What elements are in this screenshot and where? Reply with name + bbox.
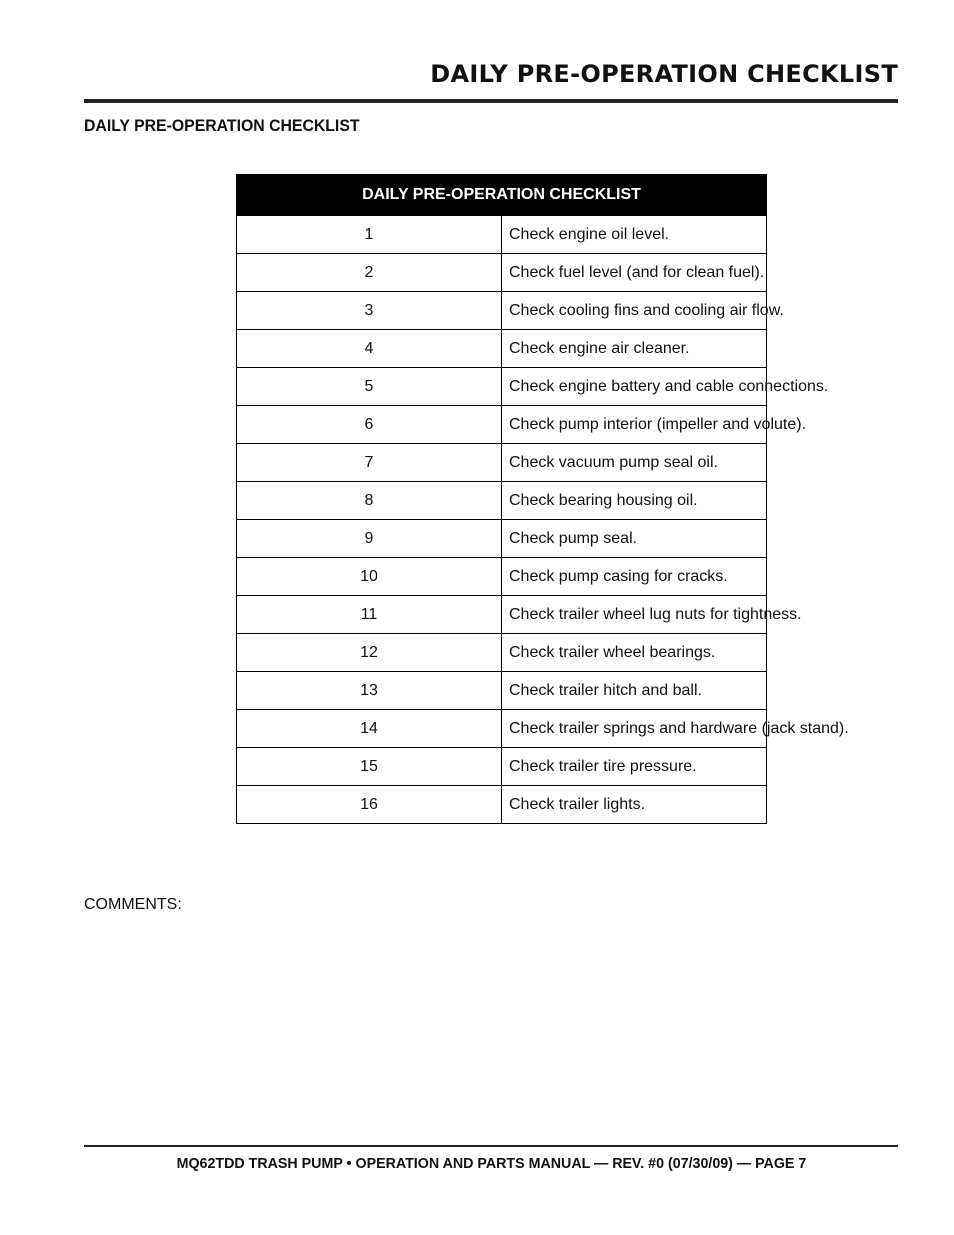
footer-divider [84, 1145, 898, 1147]
table-header-row [237, 175, 767, 216]
item-description: Check engine oil level. [502, 216, 767, 254]
table-row [237, 748, 767, 786]
table-row [237, 330, 767, 368]
table-title: DAILY PRE-OPERATION CHECKLIST [237, 175, 767, 216]
item-number: 15 [237, 748, 502, 786]
item-description: Check engine air cleaner. [502, 330, 767, 368]
item-number: 4 [237, 330, 502, 368]
item-number: 9 [237, 520, 502, 558]
item-number: 6 [237, 406, 502, 444]
item-description: Check pump interior (impeller and volute). [502, 406, 767, 444]
item-description: Check fuel level (and for clean fuel). [502, 254, 767, 292]
item-description: Check vacuum pump seal oil. [502, 444, 767, 482]
table-row [237, 672, 767, 710]
table-row [237, 596, 767, 634]
footer-text: MQ62TDD TRASH PUMP • OPERATION AND PARTS MANUAL — REV. #0 (07/30/09) — PAGE 7 [176, 1155, 806, 1172]
item-description: Check trailer lights. [502, 786, 767, 824]
item-description: Check cooling fins and cooling air flow. [502, 292, 767, 330]
item-description: Check pump seal. [502, 520, 767, 558]
table-row [237, 634, 767, 672]
item-number: 5 [237, 368, 502, 406]
item-description: Check trailer tire pressure. [502, 748, 767, 786]
table-row [237, 520, 767, 558]
item-description: Check bearing housing oil. [502, 482, 767, 520]
item-number: 7 [237, 444, 502, 482]
table-row [237, 254, 767, 292]
section-heading: DAILY PRE-OPERATION CHECKLIST [84, 116, 360, 135]
table-row [237, 292, 767, 330]
table-row [237, 558, 767, 596]
item-number: 2 [237, 254, 502, 292]
item-description: Check trailer hitch and ball. [502, 672, 767, 710]
table-row [237, 710, 767, 748]
table-row [237, 786, 767, 824]
item-number: 3 [237, 292, 502, 330]
table-row [237, 444, 767, 482]
checklist-table [236, 174, 849, 824]
item-description: Check trailer wheel lug nuts for tightness. [502, 596, 767, 634]
item-number: 11 [237, 596, 502, 634]
item-description: Check engine battery and cable connections. [502, 368, 767, 406]
item-description: Check pump casing for cracks. [502, 558, 767, 596]
table-row [237, 368, 767, 406]
table-row [237, 406, 767, 444]
item-number: 10 [237, 558, 502, 596]
table-row [237, 216, 767, 254]
header-divider [84, 99, 898, 103]
item-number: 1 [237, 216, 502, 254]
item-description: Check trailer springs and hardware (jack stand). [502, 710, 767, 748]
item-number: 14 [237, 710, 502, 748]
item-description: Check trailer wheel bearings. [502, 634, 767, 672]
item-number: 13 [237, 672, 502, 710]
comments-label: COMMENTS: [84, 896, 182, 913]
item-number: 8 [237, 482, 502, 520]
checklist-body [237, 216, 849, 824]
table-row [237, 482, 767, 520]
item-number: 12 [237, 634, 502, 672]
page-footer [84, 1155, 898, 1172]
item-number: 16 [237, 786, 502, 824]
page-title: DAILY PRE-OPERATION CHECKLIST [430, 60, 898, 88]
